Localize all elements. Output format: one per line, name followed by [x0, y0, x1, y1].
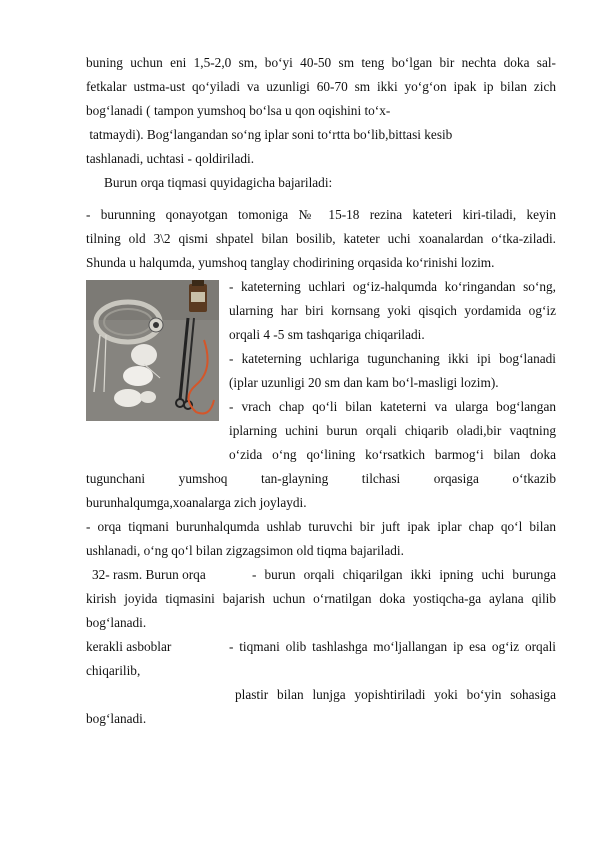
text-line: - kateterning uchlariga tugunchaning ikki ipi bog‘lanadi	[229, 351, 556, 366]
text-line: (iplar uzunligi 20 sm dan kam bo‘l-masligi lozim).	[229, 375, 499, 390]
text-line: - vrach chap qo‘li bilan kateterni va ularga bog‘langan	[229, 399, 556, 414]
text-line: tugunchani yumshoq tan-glayning tilchasi orqasiga o‘tkazib	[86, 471, 556, 486]
instruments-photo	[86, 280, 219, 421]
text-line: ularning har biri kornsang yoki qisqich yordamida og‘iz	[229, 303, 556, 318]
text-line: bog‘lanadi ( tampon yumshoq bo‘lsa u qon oqishini to‘x-	[86, 103, 391, 118]
text-line: tatmaydi). Bog‘langandan so‘ng iplar soni to‘rtta bo‘lib,bittasi kesib	[86, 127, 453, 142]
text-line: tilning old 3\2 qismi shpatel bilan bosilib, kateter uchi xoanalardan o‘tka-ziladi.	[86, 231, 556, 246]
text-line: - orqa tiqmani burunhalqumda ushlab turuvchi bir juft ipak iplar chap qo‘l bilan	[86, 519, 556, 534]
text-line: - kateterning uchlari og‘iz-halqumda ko‘ringandan so‘ng,	[229, 279, 556, 294]
text-line: bog‘lanadi.	[86, 711, 147, 726]
text-line: orqali 4 -5 sm tashqariga chiqariladi.	[229, 327, 425, 342]
text-line: o‘zida o‘ng qo‘lining ko‘rsatkich barmog‘i bilan doka	[229, 447, 556, 462]
text-line: - burunning qonayotgan tomoniga № 15-18 rezina kateteri kiri-tiladi, keyin	[86, 207, 556, 222]
text-line: burunhalqumga,xoanalarga zich joylaydi.	[86, 495, 307, 510]
text-line: fetkalar ustma-ust qo‘yiladi va uzunligi 60-70 sm ikki yo‘g‘on ipak ip bilan zich	[86, 79, 556, 94]
text-line: tashlanadi, uchtasi - qoldiriladi.	[86, 151, 255, 166]
figure-caption: kerakli asboblar	[86, 639, 172, 654]
text-line: kirish joyida tiqmasini bajarish uchun o‘rnatilgan doka yostiqcha-ga aylana qilib	[86, 591, 556, 606]
text-line: bog‘lanadi.	[86, 615, 147, 630]
text-line: - burun orqali chiqarilgan ikki ipning uchi burunga	[252, 567, 556, 582]
paragraph-heading: Burun orqa tiqmasi quyidagicha bajariladi:	[104, 175, 333, 190]
text-line: plastir bilan lunjga yopishtiriladi yoki bo‘yin sohasiga	[235, 687, 556, 702]
text-line: ushlanadi, o‘ng qo‘l bilan zigzagsimon old tiqma bajariladi.	[86, 543, 404, 558]
text-line: iplarning uchini burun orqali chiqarib oladi,bir vaqtning	[229, 423, 556, 438]
instruments-photo-icon	[86, 280, 219, 421]
text-line: buning uchun eni 1,5-2,0 sm, bo‘yi 40-50 sm teng bo‘lgan bir nechta doka sal-	[86, 55, 556, 70]
text-line: chiqarilib,	[86, 663, 141, 678]
figure-caption: 32- rasm. Burun orqa	[92, 567, 206, 582]
text-line: - tiqmani olib tashlashga mo‘ljallangan ip esa og‘iz orqali	[229, 639, 556, 654]
text-line: Shunda u halqumda, yumshoq tanglay chodirining orqasida ko‘rinishi lozim.	[86, 255, 495, 270]
